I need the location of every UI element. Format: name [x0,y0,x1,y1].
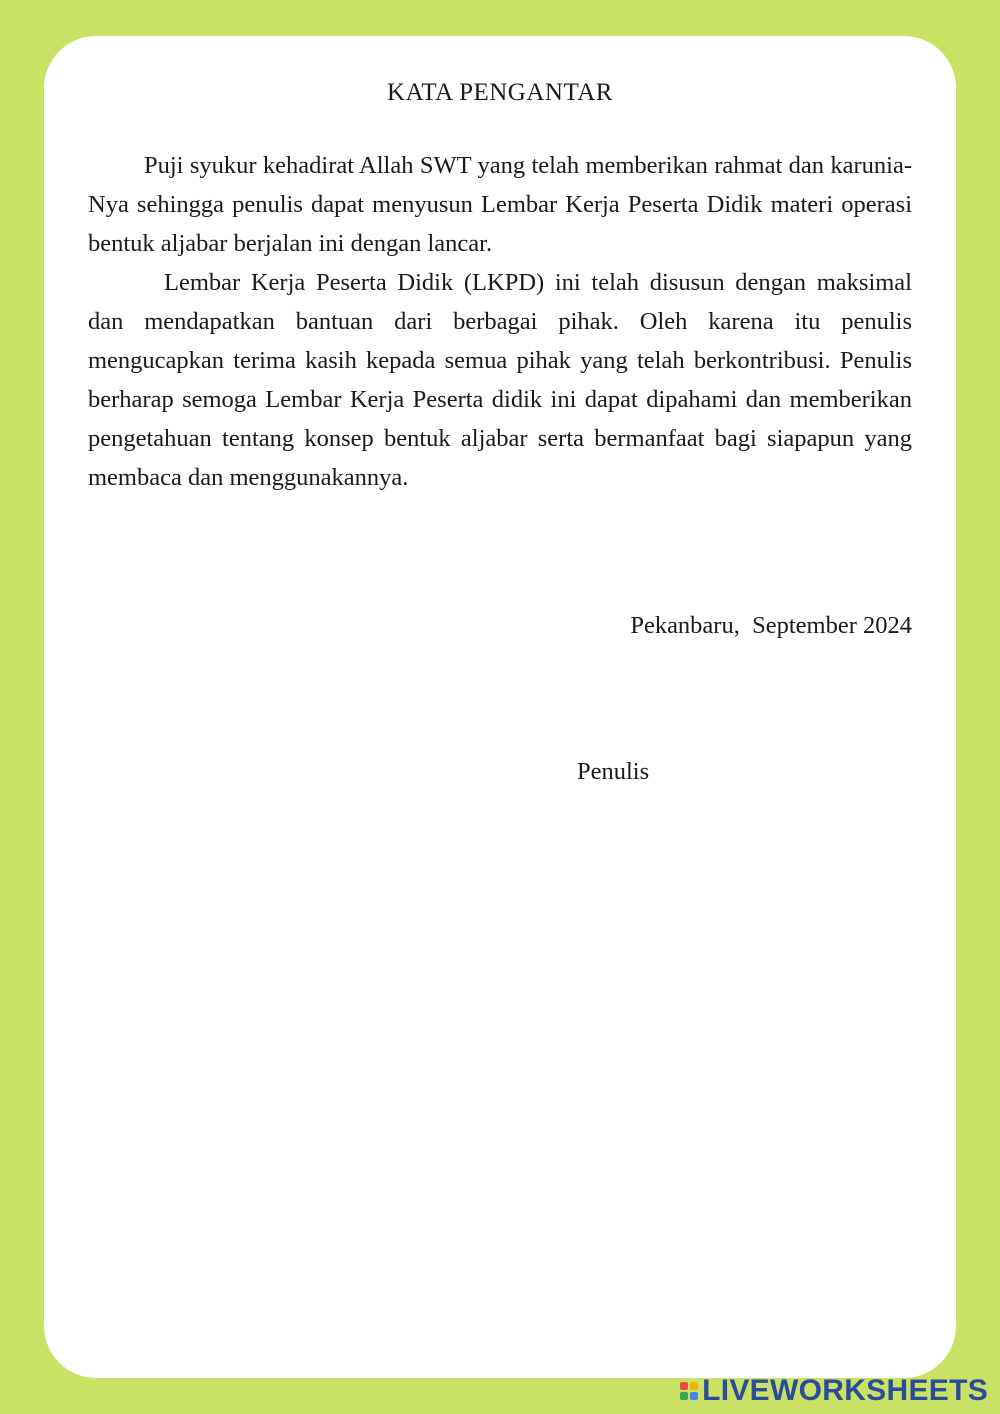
place-date: Pekanbaru, September 2024 [630,612,912,639]
paragraph-2: Lembar Kerja Peserta Didik (LKPD) ini telah disusun dengan maksimal dan mendapatkan bantuan dari berbagai pihak. Oleh karena itu penulis mengucapkan terima kasih kepada semua pihak yang telah berkontribusi. Penulis berharap semoga Lembar Kerja Peserta didik ini dapat dipahami dan memberikan pengetahuan tentang konsep bentuk aljabar serta bermanfaat bagi siapapun yang membaca dan menggunakannya. [88,269,912,491]
liveworksheets-logo-icon [680,1382,698,1400]
body-text [88,146,912,497]
logo-square-2 [690,1382,698,1390]
writer-label: Penulis [577,758,650,785]
logo-square-4 [690,1392,698,1400]
page-title: KATA PENGANTAR [387,79,613,106]
document-page [44,36,956,1378]
logo-square-1 [680,1382,688,1390]
logo-square-3 [680,1392,688,1400]
liveworksheets-brand[interactable] [680,1376,988,1406]
paragraph-1: Puji syukur kehadirat Allah SWT yang telah memberikan rahmat dan karunia-Nya sehingga penulis dapat menyusun Lembar Kerja Peserta Didik materi operasi bentuk aljabar berjalan ini dengan lancar. [88,152,912,257]
brand-name: LIVEWORKSHEETS [702,1374,988,1407]
